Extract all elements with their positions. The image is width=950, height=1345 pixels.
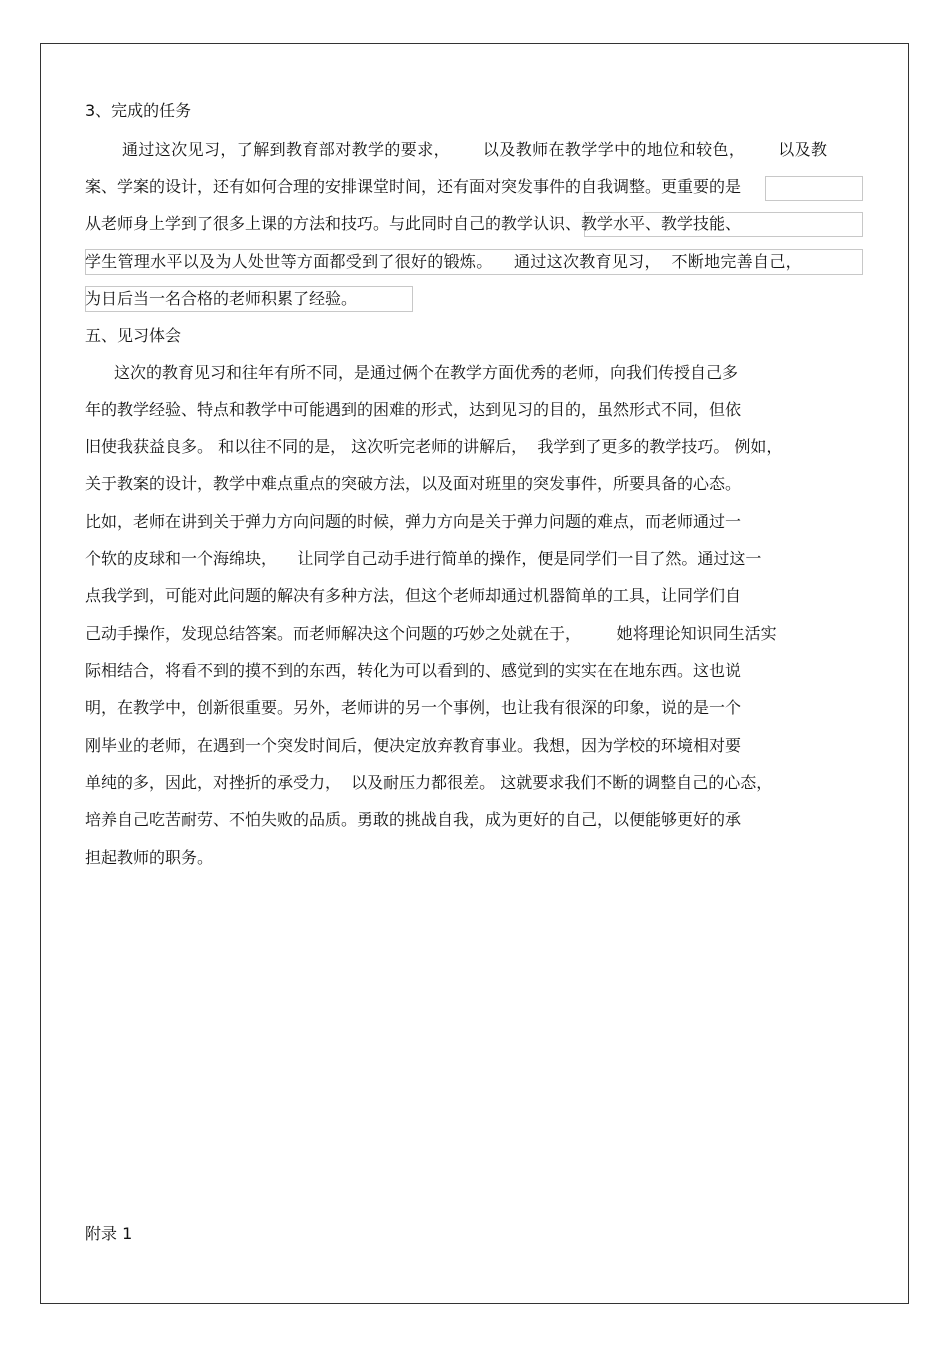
paragraph-line: 通过这次见习，了解到教育部对教学的要求， 以及教师在教学学中的地位和较色， 以及教 — [122, 140, 828, 159]
paragraph-line: 己动手操作，发现总结答案。而老师解决这个问题的巧妙之处就在于， 她将理论知识同生活实 — [85, 624, 777, 643]
paragraph-line: 比如，老师在讲到关于弹力方向问题的时候，弹力方向是关于弹力问题的难点，而老师通过一 — [85, 512, 742, 531]
paragraph-line: 点我学到，可能对此问题的解决有多种方法，但这个老师却通过机器简单的工具，让同学们自 — [85, 586, 742, 605]
paragraph-line: 学生管理水平以及为人处世等方面都受到了很好的锻炼。 通过这次教育见习， 不断地完善自己， — [85, 252, 802, 271]
paragraph-line: 从老师身上学到了很多上课的方法和技巧。与此同时自己的教学认识、教学水平、教学技能、 — [85, 214, 742, 233]
paragraph-line: 际相结合，将看不到的摸不到的东西，转化为可以看到的、感觉到的实实在在地东西。这也说 — [85, 661, 742, 680]
text-outline-box — [765, 176, 863, 201]
paragraph-line: 刚毕业的老师，在遇到一个突发时间后，便决定放弃教育事业。我想，因为学校的环境相对要 — [85, 736, 742, 755]
paragraph-line: 关于教案的设计，教学中难点重点的突破方法，以及面对班里的突发事件，所要具备的心态。 — [85, 474, 742, 493]
paragraph-line: 旧使我获益良多。 和以往不同的是， 这次听完老师的讲解后， 我学到了更多的教学技巧。 例如， — [85, 437, 783, 456]
paragraph-line: 这次的教育见习和往年有所不同，是通过俩个在教学方面优秀的老师，向我们传授自己多 — [114, 363, 739, 382]
section-heading: 五、见习体会 — [85, 326, 182, 345]
paragraph-line: 培养自己吃苦耐劳、不怕失败的品质。勇敢的挑战自我，成为更好的自己，以便能够更好的承 — [85, 810, 742, 829]
paragraph-line: 单纯的多，因此，对挫折的承受力， 以及耐压力都很差。 这就要求我们不断的调整自己的心态， — [85, 773, 773, 792]
paragraph-line: 案、学案的设计，还有如何合理的安排课堂时间，还有面对突发事件的自我调整。更重要的是 — [85, 177, 742, 196]
appendix-label: 附录 1 — [85, 1224, 133, 1243]
paragraph-line: 个软的皮球和一个海绵块， 让同学自己动手进行简单的操作，便是同学们一目了然。通过这一 — [85, 549, 762, 568]
paragraph-line: 担起教师的职务。 — [85, 848, 214, 867]
paragraph-line: 明，在教学中，创新很重要。另外，老师讲的另一个事例，也让我有很深的印象，说的是一个 — [85, 698, 742, 717]
paragraph-line: 年的教学经验、特点和教学中可能遇到的困难的形式，达到见习的目的，虽然形式不同，但依 — [85, 400, 742, 419]
paragraph-line: 为日后当一名合格的老师积累了经验。 — [85, 289, 358, 308]
section-heading: 3、完成的任务 — [85, 101, 192, 120]
